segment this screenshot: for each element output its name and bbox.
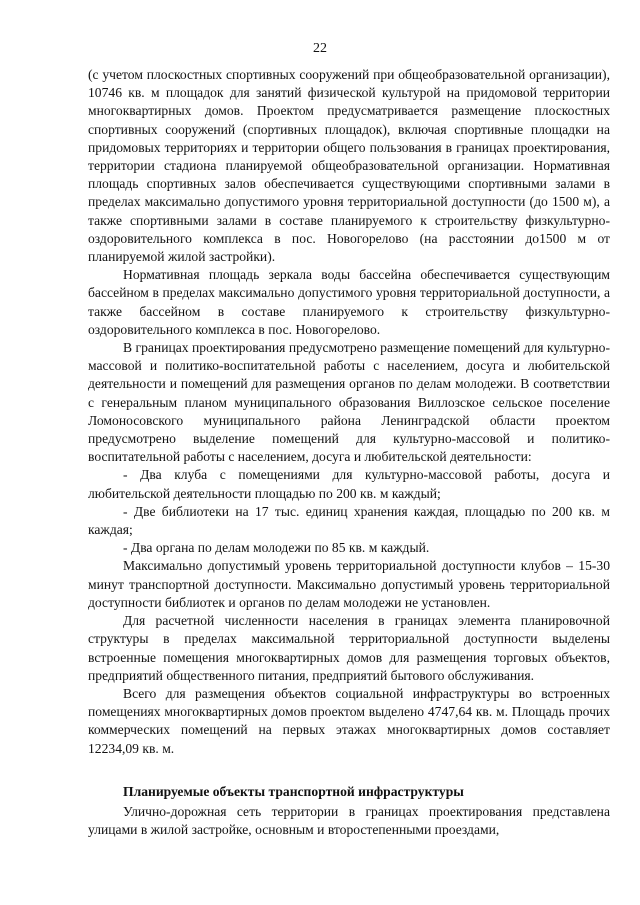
- list-item-libraries: - Две библиотеки на 17 тыс. единиц хранения каждая, площадью по 200 кв. м каждая;: [88, 503, 610, 538]
- list-item-clubs: - Два клуба с помещениями для культурно-массовой работы, досуга и любительской деятельности площадью по 200 кв. м каждый;: [88, 467, 610, 501]
- paragraph-accessibility: Максимально допустимый уровень территориальной доступности клубов – 15-30 минут транспортной доступности. Максимально допустимый уровень территориальной доступности библиотек и органов по делам молодежи не установлен.: [88, 558, 610, 610]
- page-body: [88, 66, 610, 839]
- paragraph-pool: Нормативная площадь зеркала воды бассейна обеспечивается существующим бассейном в пределах максимально допустимого уровня территориальной доступности, а также бассейном в составе планируемого к строительству физкультурно-оздоровительного комплекса в пос. Новогорелово.: [88, 267, 610, 337]
- paragraph-road-network: Улично-дорожная сеть территории в границах проектирования представлена улицами в жилой застройке, основным и второстепенными проездами,: [88, 803, 610, 838]
- paragraph-total-area: Всего для размещения объектов социальной инфраструктуры во встроенных помещениях многоквартирных домов проектом выделено 4747,64 кв. м. Площадь прочих коммерческих помещений на первых этажах многоквартирных домов составляет 12234,09 кв. м.: [88, 685, 610, 756]
- paragraph-cultural-premises: В границах проектирования предусмотрено размещение помещений для культурно-массовой и политико-воспитательной работы с населением, досуга и любительской деятельности и помещений для размещения органов по делам молодежи. В соответствии с генеральным планом муниципального образования Виллозское сельское поселение Ломоносовского муниципального района Ленинградской области проектом предусмотрено выделение помещений для культурно-массовой и политико-воспитательной работы с населением, досуга и любительской деятельности:: [88, 340, 610, 465]
- paragraph-built-in-premises: Для расчетной численности населения в границах элемента планировочной структуры в пределах максимальной территориальной доступности выделены встроенные помещения многоквартирных домов для размещения торговых объектов, предприятий общественного питания, предприятий бытового обслуживания.: [88, 613, 610, 683]
- section-heading-transport: Планируемые объекты транспортной инфраструктуры: [123, 783, 464, 799]
- page-number: 22: [313, 41, 327, 56]
- list-item-youth-bodies: - Два органа по делам молодежи по 85 кв. м каждый.: [123, 540, 430, 556]
- paragraph-sports-facilities: (с учетом плоскостных спортивных сооружений при общеобразовательной организации), 10746 кв. м площадок для занятий физической культурой на придомовой территории многоквартирных домов. Проектом предусматривается размещение плоскостных спортивных сооружений (спортивных площадок), включая спортивные площадки на придомовых территориях и территории общего пользования в границах проектирования, территории стадиона планируемой общеобразовательной организации. Нормативная площадь спортивных залов обеспечивается существующими спортивными залами в пределах максимально допустимого уровня территориальной доступности (до 1500 м), а также спортивными залами в составе планируемого к строительству физкультурно-оздоровительного комплекса в пос. Новогорелово (на расстоянии до1500 м от планируемой жилой застройки).: [88, 67, 610, 265]
